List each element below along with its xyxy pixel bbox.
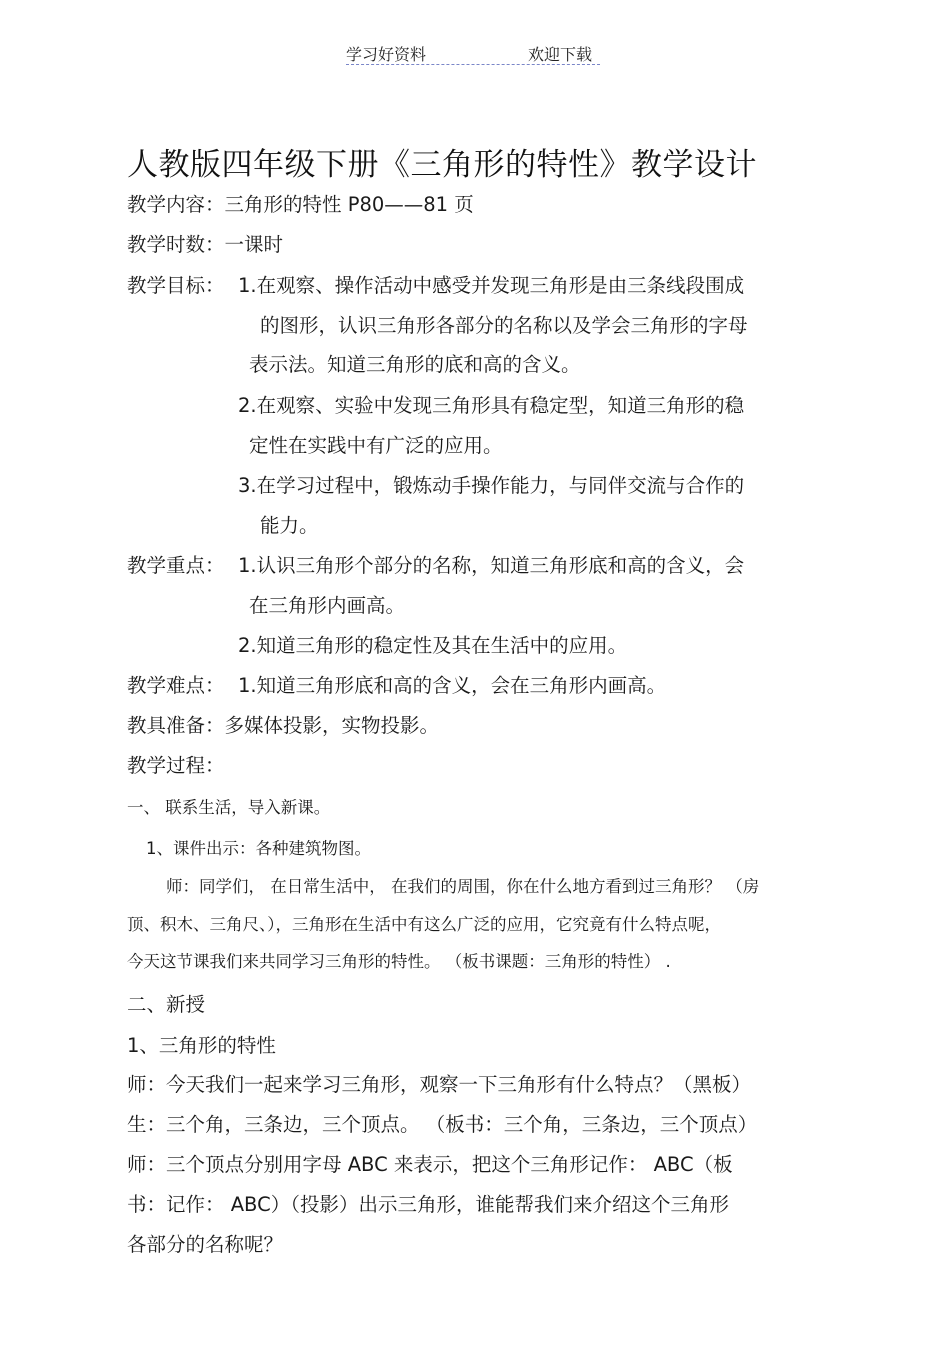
teacher-line-2-cont: 书：记作： ABC）（投影）出示三角形，谁能帮我们来介绍这个三角形 [127, 1193, 729, 1216]
header-left: 学习好资料 [346, 45, 427, 64]
key-points-label: 教学重点： [127, 554, 225, 577]
objective-3-line-1: 3.在学习过程中，锻炼动手操作能力，与同伴交流与合作的 [238, 474, 745, 497]
process-label: 教学过程： [127, 754, 225, 777]
teacher-line-2-end: 各部分的名称呢？ [127, 1233, 284, 1256]
difficulty-1: 1.知道三角形底和高的含义，会在三角形内画高。 [238, 674, 667, 697]
teaching-content: 教学内容：三角形的特性 P80——81 页 [127, 193, 474, 216]
teacher-line-1: 师：今天我们一起来学习三角形，观察一下三角形有什么特点？（黑板） [127, 1073, 752, 1096]
student-line-1: 生：三个角，三条边，三个顶点。 （板书：三个角，三条边，三个顶点） [127, 1113, 758, 1136]
objective-1-line-3: 表示法。知道三角形的底和高的含义。 [249, 353, 581, 376]
teaching-aids: 教具准备：多媒体投影，实物投影。 [127, 714, 440, 737]
section-1-paragraph-line-2: 顶、积木、三角尺、），三角形在生活中有这么广泛的应用，它究竟有什么特点呢， [127, 915, 721, 934]
objective-2-line-1: 2.在观察、实验中发现三角形具有稳定型，知道三角形的稳 [238, 394, 745, 417]
document-title: 人教版四年级下册《三角形的特性》教学设计 [127, 147, 757, 183]
key-point-1-line-2: 在三角形内画高。 [249, 594, 406, 617]
section-1-paragraph-line-3: 今天这节课我们来共同学习三角形的特性。 （板书课题：三角形的特性） . [127, 952, 671, 971]
section-2-heading: 二、新授 [127, 993, 206, 1016]
objective-1-line-1: 1.在观察、操作活动中感受并发现三角形是由三条线段围成 [238, 274, 745, 297]
section-2-sub-1: 1、三角形的特性 [127, 1034, 276, 1057]
teaching-hours: 教学时数：一课时 [127, 233, 284, 256]
key-point-2: 2.知道三角形的稳定性及其在生活中的应用。 [238, 634, 628, 657]
objective-1-line-2: 的图形，认识三角形各部分的名称以及学会三角形的字母 [260, 314, 748, 337]
objectives-label: 教学目标： [127, 274, 225, 297]
section-1-paragraph-line-1: 师：同学们， 在日常生活中， 在我们的周围，你在什么地方看到过三角形？ （房 [166, 877, 760, 896]
section-1-sub-1: 1、课件出示：各种建筑物图。 [146, 839, 371, 858]
header-right: 欢迎下载 [528, 45, 593, 64]
teacher-line-2: 师：三个顶点分别用字母 ABC 来表示，把这个三角形记作： ABC（板 [127, 1153, 733, 1176]
section-1-heading: 一、 联系生活，导入新课。 [127, 798, 331, 817]
objective-3-line-2: 能力。 [260, 514, 319, 537]
objective-2-line-2: 定性在实践中有广泛的应用。 [249, 434, 503, 457]
header-rule [346, 64, 600, 65]
difficulties-label: 教学难点： [127, 674, 225, 697]
key-point-1-line-1: 1.认识三角形个部分的名称，知道三角形底和高的含义，会 [238, 554, 745, 577]
